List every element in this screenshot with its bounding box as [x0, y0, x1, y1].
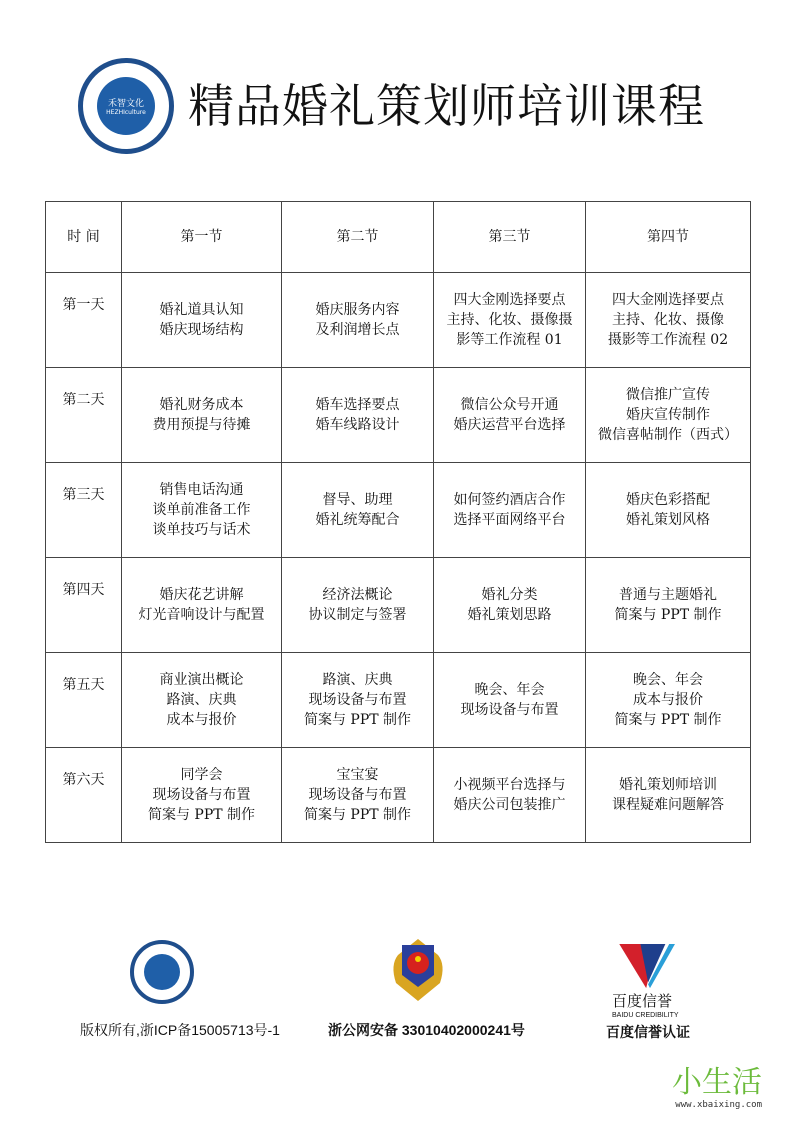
session-line: 课程疑难问题解答 — [612, 797, 724, 813]
session-line: 婚庆宣传制作 — [626, 407, 710, 423]
table-row — [46, 748, 751, 843]
table-row — [46, 558, 751, 653]
session-line: 婚庆色彩搭配 — [626, 492, 710, 508]
session-cell — [434, 653, 586, 748]
session-line: 婚礼策划师培训 — [619, 777, 717, 793]
session-line: 简案与 PPT 制作 — [614, 607, 722, 623]
session-cell — [434, 558, 586, 653]
police-badge-icon — [390, 935, 446, 1007]
day-cell: 第六天 — [46, 748, 122, 843]
baidu-logo-subtext: BAIDU CREDIBILITY — [612, 1012, 679, 1019]
day-cell: 第四天 — [46, 558, 122, 653]
copyright-text: 版权所有,浙ICP备15005713号-1 — [80, 1022, 280, 1038]
session-cell — [434, 463, 586, 558]
session-line: 婚礼策划风格 — [626, 512, 710, 528]
session-cell — [282, 653, 434, 748]
session-line: 现场设备与布置 — [308, 692, 407, 708]
session-line: 晚会、年会 — [474, 682, 545, 698]
session-line: 婚礼道具认知 — [159, 302, 244, 318]
session-cell — [434, 368, 586, 463]
day-cell: 第五天 — [46, 653, 122, 748]
session-cell — [586, 653, 751, 748]
day-cell: 第三天 — [46, 463, 122, 558]
session-line: 现场设备与布置 — [460, 702, 559, 718]
session-line: 如何签约酒店合作 — [453, 492, 566, 508]
session-cell — [122, 558, 282, 653]
session-line: 简案与 PPT 制作 — [614, 712, 722, 728]
day-cell: 第一天 — [46, 273, 122, 368]
session-line: 主持、化妆、摄像 — [612, 312, 724, 328]
session-cell — [122, 368, 282, 463]
table-row — [46, 273, 751, 368]
session-cell — [282, 368, 434, 463]
session-line: 费用预提与待摊 — [152, 417, 251, 433]
session-line: 微信喜帖制作（西式） — [598, 427, 738, 443]
column-header: 第三节 — [434, 202, 586, 273]
company-logo: 禾智文化 HEZHIculture — [78, 58, 174, 154]
session-line: 谈单前准备工作 — [152, 502, 251, 518]
session-line: 路演、庆典 — [322, 672, 393, 688]
session-line: 销售电话沟通 — [159, 482, 244, 498]
session-cell — [122, 748, 282, 843]
table-row — [46, 368, 751, 463]
session-line: 四大金刚选择要点 — [612, 292, 724, 308]
session-cell — [586, 558, 751, 653]
session-line: 成本与报价 — [166, 712, 237, 728]
session-cell — [282, 463, 434, 558]
session-line: 宝宝宴 — [336, 767, 379, 783]
session-line: 摄影等工作流程 02 — [607, 332, 729, 348]
session-cell — [282, 748, 434, 843]
baidu-logo-text: 百度信誉 — [612, 993, 673, 1010]
session-line: 婚庆花艺讲解 — [159, 587, 244, 603]
table-row — [46, 653, 751, 748]
session-line: 晚会、年会 — [633, 672, 703, 688]
session-line: 选择平面网络平台 — [453, 512, 566, 528]
session-line: 婚车选择要点 — [315, 397, 400, 413]
session-line: 婚庆服务内容 — [315, 302, 400, 318]
page-title: 精品婚礼策划师培训课程 — [188, 79, 705, 133]
session-line: 婚礼统筹配合 — [315, 512, 400, 528]
watermark: 小生活 www.xbaixing.com — [672, 1065, 762, 1110]
session-line: 小视频平台选择与 — [453, 777, 566, 793]
session-cell — [586, 463, 751, 558]
session-line: 督导、助理 — [322, 492, 393, 508]
session-cell — [122, 653, 282, 748]
session-cell — [434, 748, 586, 843]
column-header: 第四节 — [586, 202, 751, 273]
session-line: 简案与 PPT 制作 — [303, 807, 412, 823]
table-header-row — [46, 202, 751, 273]
session-cell — [586, 368, 751, 463]
session-line: 微信公众号开通 — [460, 397, 559, 413]
police-record-text: 浙公网安备 33010402000241号 — [328, 1022, 525, 1038]
session-line: 婚庆运营平台选择 — [453, 417, 566, 433]
session-cell — [586, 748, 751, 843]
session-line: 现场设备与布置 — [152, 787, 251, 803]
session-line: 婚庆公司包装推广 — [453, 797, 566, 813]
company-seal-icon — [130, 940, 194, 1004]
session-line: 婚礼策划思路 — [467, 607, 552, 623]
session-line: 主持、化妆、摄像摄 — [446, 312, 573, 328]
column-header: 第一节 — [122, 202, 282, 273]
baidu-credibility-text: 百度信誉认证 — [606, 1024, 690, 1040]
table-row — [46, 463, 751, 558]
session-cell — [122, 273, 282, 368]
session-line: 谈单技巧与话术 — [152, 522, 251, 538]
session-line: 同学会 — [180, 767, 223, 783]
session-line: 婚礼财务成本 — [159, 397, 244, 413]
session-line: 灯光音响设计与配置 — [138, 607, 265, 623]
session-line: 成本与报价 — [633, 692, 703, 708]
session-line: 路演、庆典 — [166, 692, 237, 708]
session-line: 微信推广宣传 — [626, 387, 710, 403]
session-line: 婚车线路设计 — [315, 417, 400, 433]
session-cell — [434, 273, 586, 368]
session-cell — [282, 273, 434, 368]
session-line: 普通与主题婚礼 — [619, 587, 717, 603]
session-cell — [122, 463, 282, 558]
session-line: 影等工作流程 01 — [456, 332, 563, 348]
column-header: 第二节 — [282, 202, 434, 273]
course-schedule-table — [45, 201, 751, 843]
session-line: 协议制定与签署 — [308, 607, 407, 623]
session-line: 简案与 PPT 制作 — [147, 807, 256, 823]
session-line: 商业演出概论 — [159, 672, 244, 688]
session-line: 现场设备与布置 — [308, 787, 407, 803]
session-line: 简案与 PPT 制作 — [303, 712, 412, 728]
session-line: 四大金刚选择要点 — [453, 292, 566, 308]
baidu-credibility-logo — [618, 944, 682, 992]
column-header: 时 间 — [46, 202, 122, 273]
session-cell — [282, 558, 434, 653]
session-line: 婚礼分类 — [481, 587, 538, 603]
session-cell — [586, 273, 751, 368]
day-cell: 第二天 — [46, 368, 122, 463]
session-line: 经济法概论 — [322, 587, 393, 603]
session-line: 婚庆现场结构 — [159, 322, 244, 338]
session-line: 及利润增长点 — [315, 322, 400, 338]
